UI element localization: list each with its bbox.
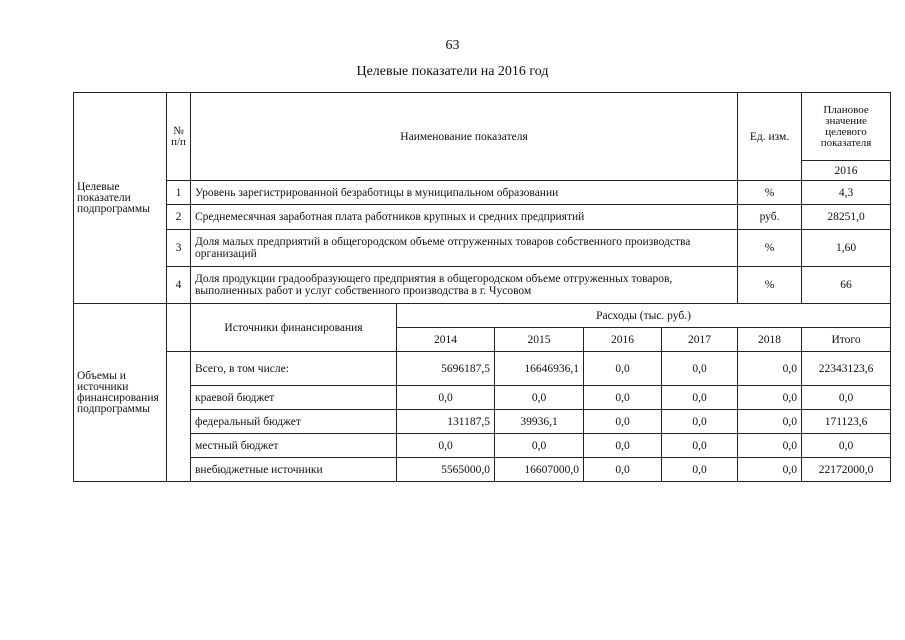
year-header: 2018 <box>738 328 802 352</box>
unit-header: Ед. изм. <box>738 93 802 181</box>
program-table <box>73 92 891 482</box>
indicator-unit: % <box>738 230 802 267</box>
source-label: внебюджетные источники <box>191 458 397 482</box>
table-row <box>74 434 891 458</box>
table-row <box>74 352 891 386</box>
amount-cell: 0,0 <box>738 458 802 482</box>
amount-cell: 16607000,0 <box>495 458 584 482</box>
amount-cell: 0,0 <box>738 410 802 434</box>
finance-header-row <box>74 304 891 328</box>
amount-cell: 16646936,1 <box>495 352 584 386</box>
total-header: Итого <box>802 328 891 352</box>
table-row <box>74 410 891 434</box>
indicator-unit: % <box>738 267 802 304</box>
amount-cell: 0,0 <box>584 352 662 386</box>
row-number: 3 <box>167 230 191 267</box>
table-row <box>74 205 891 230</box>
amount-cell: 0,0 <box>662 386 738 410</box>
amount-cell: 0,0 <box>495 434 584 458</box>
finance-spacer-cell <box>167 352 191 482</box>
indicator-value: 28251,0 <box>802 205 891 230</box>
indicator-value: 66 <box>802 267 891 304</box>
amount-cell: 0,0 <box>802 386 891 410</box>
amount-cell: 5696187,5 <box>397 352 495 386</box>
amount-cell: 0,0 <box>495 386 584 410</box>
indicator-value: 1,60 <box>802 230 891 267</box>
indicator-name: Доля малых предприятий в общегородском объеме отгруженных товаров собственного производства организаций <box>191 230 738 267</box>
year-header: 2016 <box>584 328 662 352</box>
amount-cell: 171123,6 <box>802 410 891 434</box>
amount-cell: 0,0 <box>662 434 738 458</box>
num-header: № п/п <box>167 93 191 181</box>
indicator-name: Уровень зарегистрированной безработицы в муниципальном образовании <box>191 181 738 205</box>
indicator-name: Доля продукции градообразующего предприятия в общегородском объеме отгруженных товаров, выполненных работ и услуг собственного производства в г. Чусовом <box>191 267 738 304</box>
amount-cell: 0,0 <box>584 458 662 482</box>
amount-cell: 131187,5 <box>397 410 495 434</box>
table-row <box>74 458 891 482</box>
source-label: Всего, в том числе: <box>191 352 397 386</box>
sources-header: Источники финансирования <box>191 304 397 352</box>
targets-section-label: Целевые показатели подпрограммы <box>74 93 167 304</box>
table-row <box>74 267 891 304</box>
amount-cell: 0,0 <box>738 386 802 410</box>
year-header: 2017 <box>662 328 738 352</box>
plan-header: Плановое значение целевого показателя <box>802 93 891 161</box>
amount-cell: 0,0 <box>662 352 738 386</box>
row-number: 2 <box>167 205 191 230</box>
plan-year-header: 2016 <box>802 161 891 181</box>
year-header: 2014 <box>397 328 495 352</box>
indicator-name: Среднемесячная заработная плата работников крупных и средних предприятий <box>191 205 738 230</box>
source-label: федеральный бюджет <box>191 410 397 434</box>
amount-cell: 0,0 <box>584 434 662 458</box>
amount-cell: 22343123,6 <box>802 352 891 386</box>
amount-cell: 0,0 <box>584 410 662 434</box>
source-label: местный бюджет <box>191 434 397 458</box>
table-row <box>74 181 891 205</box>
amount-cell: 5565000,0 <box>397 458 495 482</box>
name-header: Наименование показателя <box>191 93 738 181</box>
indicator-unit: % <box>738 181 802 205</box>
amount-cell: 0,0 <box>397 386 495 410</box>
expenses-header: Расходы (тыс. руб.) <box>397 304 891 328</box>
page-number: 63 <box>445 38 460 53</box>
targets-header-row <box>74 93 891 161</box>
amount-cell: 0,0 <box>662 458 738 482</box>
finance-spacer-cell <box>167 304 191 352</box>
indicator-unit: руб. <box>738 205 802 230</box>
amount-cell: 0,0 <box>397 434 495 458</box>
amount-cell: 0,0 <box>738 434 802 458</box>
amount-cell: 0,0 <box>584 386 662 410</box>
table-row <box>74 386 891 410</box>
source-label: краевой бюджет <box>191 386 397 410</box>
amount-cell: 22172000,0 <box>802 458 891 482</box>
row-number: 1 <box>167 181 191 205</box>
table-row <box>74 230 891 267</box>
row-number: 4 <box>167 267 191 304</box>
amount-cell: 0,0 <box>738 352 802 386</box>
amount-cell: 0,0 <box>802 434 891 458</box>
amount-cell: 0,0 <box>662 410 738 434</box>
finance-section-label: Объемы и источники финансирования подпрограммы <box>74 304 167 482</box>
amount-cell: 39936,1 <box>495 410 584 434</box>
indicator-value: 4,3 <box>802 181 891 205</box>
page-title: Целевые показатели на 2016 год <box>356 64 549 79</box>
year-header: 2015 <box>495 328 584 352</box>
